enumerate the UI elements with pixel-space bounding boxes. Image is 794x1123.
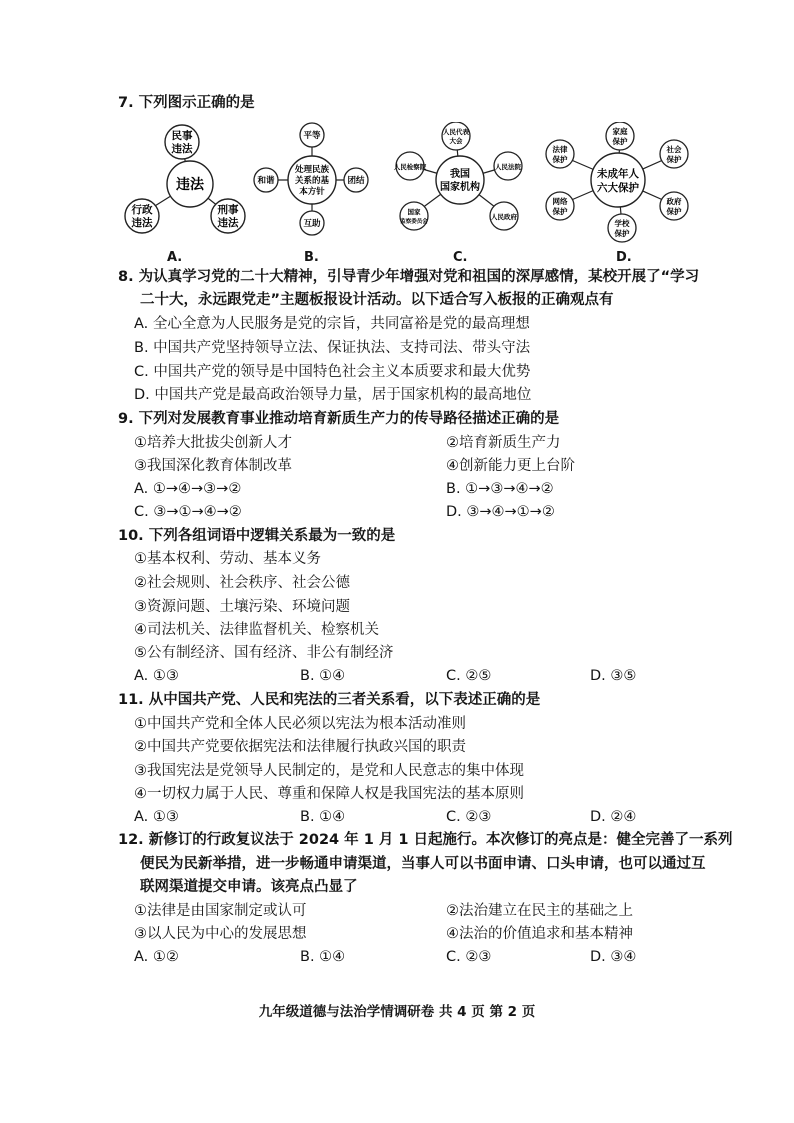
diag-d-node: 家庭 <box>612 127 628 136</box>
q12-stem-line3: 联网渠道提交申请。该亮点凸显了 <box>140 879 358 895</box>
diag-d-node: 保护 <box>666 155 682 164</box>
q7-diagram-b <box>250 122 380 242</box>
diag-d-node: 法律 <box>552 145 568 154</box>
diag-b-node: 互助 <box>303 219 321 229</box>
q7-stem: 7. 下列图示正确的是 <box>118 95 255 111</box>
q11-stem: 11. 从中国共产党、人民和宪法的三者关系看，以下表述正确的是 <box>118 692 541 708</box>
diag-a-node: 违法 <box>217 217 239 229</box>
q9-option-d: D. ③→④→①→② <box>446 504 555 520</box>
diag-d-node: 保护 <box>552 207 568 216</box>
q7-diagram-a <box>120 122 260 242</box>
q7-option-a: A. <box>167 250 183 265</box>
q9-item-1: ①培养大批拔尖创新人才 <box>134 435 292 451</box>
diag-d-center: 未成年人 <box>597 168 639 180</box>
q9-option-c: C. ③→①→④→② <box>134 504 242 520</box>
q11-item-4: ④一切权力属于人民、尊重和保障人权是我国宪法的基本原则 <box>134 786 524 802</box>
q10-item-3: ③资源问题、土壤污染、环境问题 <box>134 599 350 615</box>
q12-item-1: ①法律是由国家制定或认可 <box>134 903 307 919</box>
q9-stem: 9. 下列对发展教育事业推动培育新质生产力的传导路径描述正确的是 <box>118 411 560 427</box>
q9-item-3: ③我国深化教育体制改革 <box>134 458 292 474</box>
diag-a-node: 违法 <box>131 217 153 229</box>
q11-option-d: D. ②④ <box>590 809 637 825</box>
q8-stem-line2: 二十大，永远跟党走”主题板报设计活动。以下适合写入板报的正确观点有 <box>140 292 614 308</box>
q8-option-c: C. 中国共产党的领导是中国特色社会主义本质要求和最大优势 <box>134 364 531 380</box>
q7-diagram-c <box>390 122 530 242</box>
q11-option-b: B. ①④ <box>300 809 346 825</box>
diag-b-center: 关系的基 <box>294 176 330 186</box>
diag-c-node: 人民政府 <box>491 213 517 221</box>
q8-stem-line1: 8. 为认真学习党的二十大精神，引导青少年增强对党和祖国的深厚感情，某校开展了“学习 <box>118 269 700 285</box>
q12-item-3: ③以人民为中心的发展思想 <box>134 926 307 942</box>
diag-d-node: 网络 <box>552 197 568 206</box>
q11-option-a: A. ①③ <box>134 809 179 825</box>
q11-item-1: ①中国共产党和全体人民必须以宪法为根本活动准则 <box>134 716 466 732</box>
q11-item-2: ②中国共产党要依据宪法和法律履行执政兴国的职责 <box>134 739 466 755</box>
diag-c-node: 人民法院 <box>495 163 521 171</box>
q7-option-b: B. <box>304 250 319 265</box>
q12-item-4: ④法治的价值追求和基本精神 <box>446 926 633 942</box>
diag-d-node: 政府 <box>666 197 682 206</box>
q12-option-a: A. ①② <box>134 949 179 965</box>
q10-option-a: A. ①③ <box>134 668 179 684</box>
diag-d-node: 保护 <box>614 229 630 238</box>
q9-item-2: ②培育新质生产力 <box>446 435 561 451</box>
diag-c-center: 国家机构 <box>440 182 480 193</box>
q11-option-c: C. ②③ <box>446 809 492 825</box>
diag-c-node: 人民检察院 <box>393 163 427 171</box>
q7-option-d: D. <box>616 250 632 265</box>
q9-item-4: ④创新能力更上台阶 <box>446 458 575 474</box>
q10-item-1: ①基本权利、劳动、基本义务 <box>134 551 321 567</box>
q10-stem: 10. 下列各组词语中逻辑关系最为一致的是 <box>118 528 396 544</box>
diag-a-center: 违法 <box>176 177 204 193</box>
q10-item-2: ②社会规则、社会秩序、社会公德 <box>134 575 350 591</box>
diag-c-node: 监察委员会 <box>400 219 428 225</box>
diag-a-node: 刑事 <box>217 204 239 216</box>
diag-b-node: 平等 <box>303 131 321 141</box>
q12-item-2: ②法治建立在民主的基础之上 <box>446 903 633 919</box>
page-footer: 九年级道德与法治学情调研卷 共 4 页 第 2 页 <box>258 1004 536 1020</box>
q11-item-3: ③我国宪法是党领导人民制定的，是党和人民意志的集中体现 <box>134 763 524 779</box>
diag-c-node: 国家 <box>407 208 421 216</box>
q8-option-a: A. 全心全意为人民服务是党的宗旨，共同富裕是党的最高理想 <box>134 316 530 332</box>
diag-b-node: 和谐 <box>257 176 275 186</box>
q9-option-b: B. ①→③→④→② <box>446 481 554 497</box>
diag-d-node: 保护 <box>612 137 628 146</box>
diag-d-node: 保护 <box>552 155 568 164</box>
q10-option-b: B. ①④ <box>300 668 346 684</box>
q12-option-c: C. ②③ <box>446 949 492 965</box>
q10-option-d: D. ③⑤ <box>590 668 637 684</box>
diag-b-node: 团结 <box>347 176 365 186</box>
q8-option-b: B. 中国共产党坚持领导立法、保证执法、支持司法、带头守法 <box>134 340 531 356</box>
q12-stem-line2: 便民为民新举措，进一步畅通申请渠道，当事人可以书面申请、口头申请，也可以通过互 <box>140 856 706 872</box>
diag-d-node: 社会 <box>666 145 682 154</box>
q10-item-5: ⑤公有制经济、国有经济、非公有制经济 <box>134 645 394 661</box>
diag-c-node: 大会 <box>449 137 463 145</box>
diag-c-node: 人民代表 <box>443 128 469 136</box>
diag-a-node: 违法 <box>171 143 193 155</box>
diag-c-center: 我国 <box>450 169 470 180</box>
q9-option-a: A. ①→④→③→② <box>134 481 242 497</box>
q7-option-c: C. <box>453 250 468 265</box>
diag-d-node: 保护 <box>666 207 682 216</box>
q7-diagram-d <box>540 122 700 244</box>
diag-d-node: 学校 <box>614 219 630 228</box>
diag-a-node: 民事 <box>171 130 193 142</box>
q12-option-b: B. ①④ <box>300 949 346 965</box>
q12-stem-line1: 12. 新修订的行政复议法于 2024 年 1 月 1 日起施行。本次修订的亮点是：健全完善了一系列 <box>118 832 733 848</box>
q10-item-4: ④司法机关、法律监督机关、检察机关 <box>134 622 379 638</box>
q8-option-d: D. 中国共产党是最高政治领导力量，居于国家机构的最高地位 <box>134 387 532 403</box>
diag-b-center: 本方针 <box>299 187 325 197</box>
diag-b-center: 处理民族 <box>294 165 330 175</box>
diag-d-center: 六大保护 <box>597 182 639 194</box>
diag-a-node: 行政 <box>131 204 153 216</box>
q12-option-d: D. ③④ <box>590 949 637 965</box>
q10-option-c: C. ②⑤ <box>446 668 492 684</box>
